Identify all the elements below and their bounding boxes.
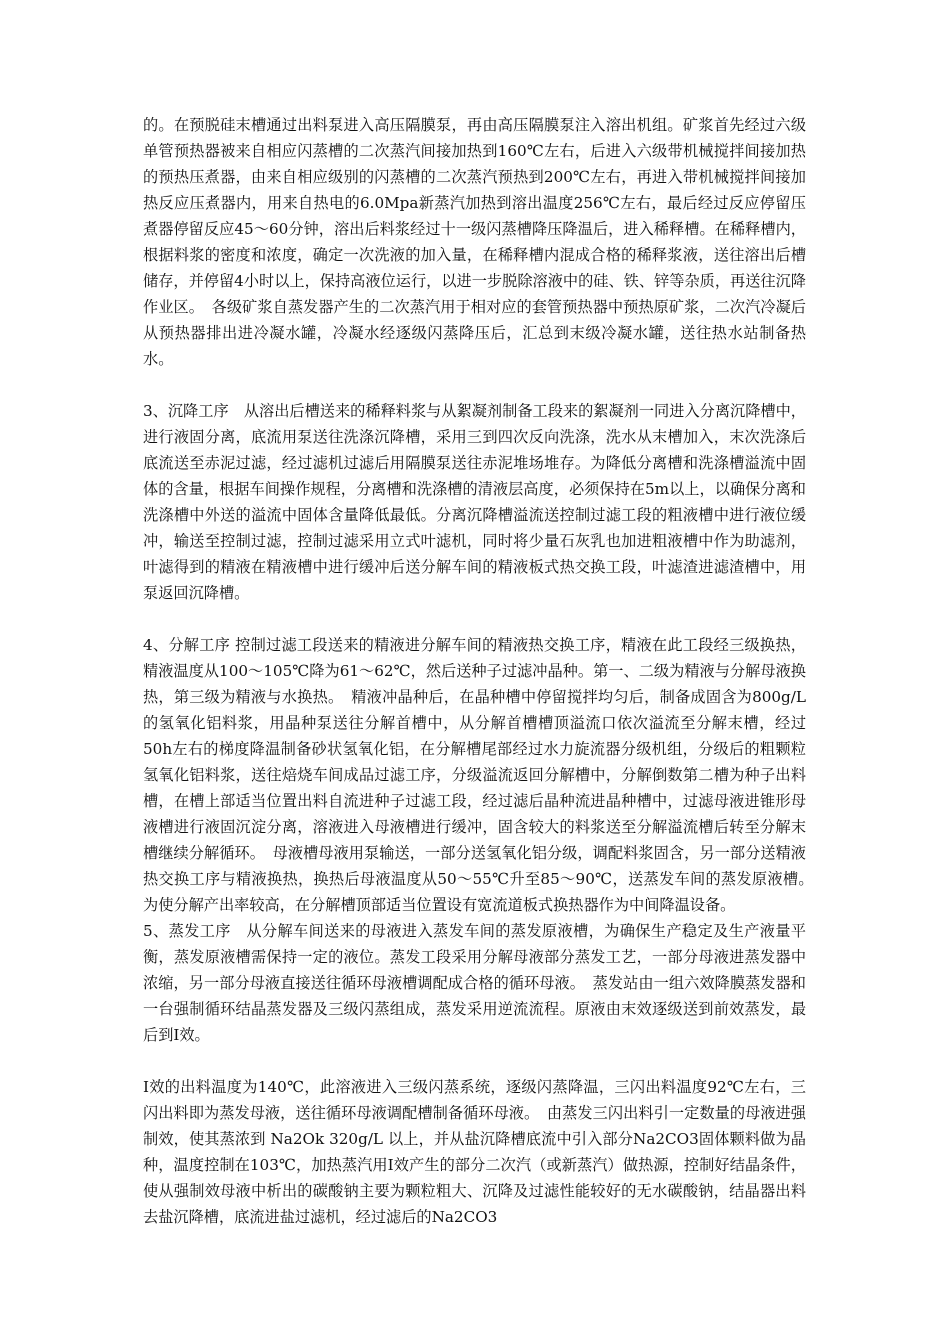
paragraph-settling: 3、沉降工序 从溶出后槽送来的稀释料浆与从絮凝剂制备工段来的絮凝剂一同进入分离沉降槽中，进行液固分离，底流用泵送往洗涤沉降槽，采用三到四次反向洗涤，洗水从末槽加入，末次洗涤后底流送至赤泥过滤，经过滤机过滤后用隔膜泵送往赤泥堆场堆存。为降低分离槽和洗涤槽溢流中固体的含量，根据车间操作规程，分离槽和洗涤槽的清液层高度，必须保持在5m以上，以确保分离和洗涤槽中外送的溢流中固体含量降低最低。分离沉降槽溢流送控制过滤工段的粗液槽中进行液位缓冲，输送至控制过滤，控制过滤采用立式叶滤机，同时将少量石灰乳也加进粗液槽中作为助滤剂，叶滤得到的精液在精液槽中进行缓冲后送分解车间的精液板式热交换工段，叶滤渣进滤渣槽中，用泵返回沉降槽。 xyxy=(143,402,806,602)
paragraph-gap xyxy=(143,372,806,398)
document-body xyxy=(143,112,822,1230)
paragraph-dissolution: 的。在预脱硅末槽通过出料泵进入高压隔膜泵，再由高压隔膜泵注入溶出机组。矿浆首先经过六级单管预热器被来自相应闪蒸槽的二次蒸汽间接加热到160℃左右，后进入六级带机械搅拌间接加热的预热压煮器，由来自相应级别的闪蒸槽的二次蒸汽预热到200℃左右，再进入带机械搅拌间接加热反应压煮器内，用来自热电的6.0Mpa新蒸汽加热到溶出温度256℃左右，最后经过反应停留压煮器停留反应45～60分钟，溶出后料浆经过十一级闪蒸槽降压降温后，进入稀释槽。在稀释槽内，根据料浆的密度和浓度，确定一次洗液的加入量，在稀释槽内混成合格的稀释浆液，送往溶出后槽储存，并停留4小时以上，保持高液位运行，以进一步脱除溶液中的硅、铁、锌等杂质，再送往沉降作业区。 各级矿浆自蒸发器产生的二次蒸汽用于相对应的套管预热器中预热原矿浆，二次汽冷凝后从预热器排出进冷凝水罐，冷凝水经逐级闪蒸降压后，汇总到末级冷凝水罐，送往热水站制备热水。 xyxy=(143,116,806,368)
paragraph-flash-evaporation: I效的出料温度为140℃，此溶液进入三级闪蒸系统，逐级闪蒸降温，三闪出料温度92℃左右，三闪出料即为蒸发母液，送往循环母液调配槽制备循环母液。 由蒸发三闪出料引一定数量的母液进强制效，使其蒸浓到 Na2Ok 320g/L 以上，并从盐沉降槽底流中引入部分Na2CO3固体颗料做为晶种，温度控制在103℃，加热蒸汽用I效产生的部分二次汽（或新蒸汽）做热源，控制好结晶条件，使从强制效母液中析出的碳酸钠主要为颗粒粗大、沉降及过滤性能较好的无水碳酸钠，结晶器出料去盐沉降槽，底流进盐过滤机，经过滤后的Na2CO3 xyxy=(143,1078,806,1226)
paragraph-evaporation: 5、蒸发工序 从分解车间送来的母液进入蒸发车间的蒸发原液槽，为确保生产稳定及生产液量平衡，蒸发原液槽需保持一定的液位。蒸发工段采用分解母液部分蒸发工艺，一部分母液进蒸发器中浓缩，另一部分母液直接送往循环母液槽调配成合格的循环母液。 蒸发站由一组六效降膜蒸发器和一台强制循环结晶蒸发器及三级闪蒸组成，蒸发采用逆流流程。原液由末效逐级送到前效蒸发，最后到I效。 xyxy=(143,922,806,1044)
paragraph-gap xyxy=(143,606,806,632)
paragraph-decomposition: 4、分解工序 控制过滤工段送来的精液进分解车间的精液热交换工序，精液在此工段经三级换热，精液温度从100～105℃降为61～62℃，然后送种子过滤冲晶种。第一、二级为精液与分解母液换热，第三级为精液与水换热。 精液冲晶种后，在晶种槽中停留搅拌均匀后，制备成固含为800g/L的氢氧化铝料浆，用晶种泵送往分解首槽中，从分解首槽槽顶溢流口依次溢流至分解末槽，经过50h左右的梯度降温制备砂状氢氧化铝，在分解槽尾部经过水力旋流器分级机组，分级后的粗颗粒氢氧化铝料浆，送往焙烧车间成品过滤工序，分级溢流返回分解槽中，分解倒数第二槽为种子出料槽，在槽上部适当位置出料自流进种子过滤工段，经过滤后晶种流进晶种槽中，过滤母液进锥形母液槽进行液固沉淀分离，溶液进入母液槽进行缓冲，固含较大的料浆送至分解溢流槽后转至分解末槽继续分解循环。 母液槽母液用泵输送，一部分送氢氧化铝分级，调配料浆固含，另一部分送精液热交换工序与精液换热，换热后母液温度从50～55℃升至85～90℃，送蒸发车间的蒸发原液槽。 为使分解产出率较高，在分解槽顶部适当位置设有宽流道板式换热器作为中间降温设备。 xyxy=(143,636,822,914)
paragraph-gap xyxy=(143,1048,806,1074)
